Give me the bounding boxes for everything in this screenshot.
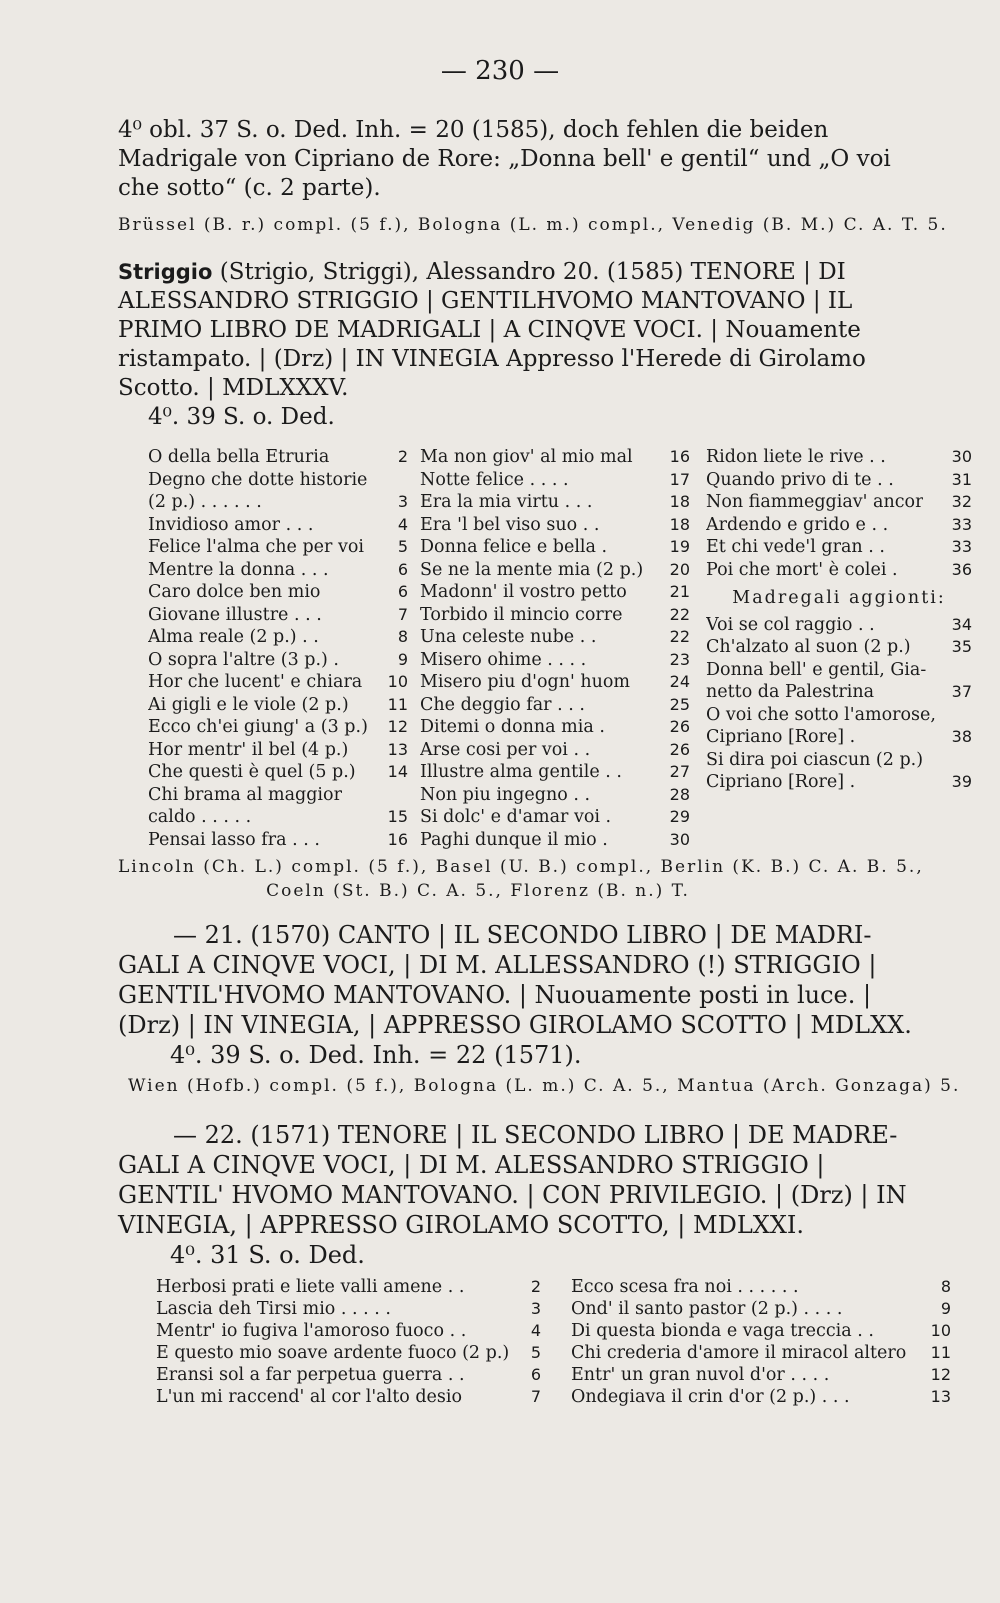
contents-row xyxy=(148,784,408,807)
madrigal-title: Non fiammeggiav' ancor xyxy=(706,492,924,512)
madrigal-title: Madonn' il vostro petto xyxy=(420,582,627,602)
madrigal-title: Di questa bionda e vaga treccia . . xyxy=(571,1321,874,1341)
madrigal-title: Notte felice . . . . xyxy=(420,469,569,490)
madrigal-title: L'un mi raccend' al cor l'alto desio xyxy=(156,1387,462,1407)
contents-row xyxy=(148,761,408,784)
library-holdings-1: Lincoln (Ch. L.) compl. (5 f.), Basel (U. B.) compl., Berlin (K. B.) C. A. B. 5., xyxy=(118,857,924,877)
contents-row xyxy=(156,1364,541,1386)
madrigal-title: O sopra l'altre (3 p.) . xyxy=(148,649,339,670)
contents-row xyxy=(148,581,408,604)
madrigal-title: Pensai lasso fra . . . xyxy=(148,829,320,850)
page-ref: 4 xyxy=(530,1321,541,1340)
contents-row xyxy=(706,446,972,469)
contents-row xyxy=(571,1320,951,1342)
page-ref: 10 xyxy=(387,672,408,691)
text-line: — 21. (1570) CANTO | IL SECONDO LIBRO | DE MADRI- xyxy=(173,921,872,949)
madrigal-title: Ch'alzato al suon (2 p.) xyxy=(706,637,911,657)
madrigal-title: Ondegiava il crin d'or (2 p.) . . . xyxy=(571,1387,850,1407)
madrigal-title: Ditemi o donna mia . xyxy=(420,717,605,737)
page-ref: 3 xyxy=(397,492,408,511)
contents-row xyxy=(706,749,972,772)
contents-row xyxy=(420,559,690,582)
contents-row xyxy=(571,1364,951,1386)
page-ref xyxy=(404,469,408,492)
contents-row xyxy=(148,694,408,717)
contents-row xyxy=(148,469,408,492)
entry-20-continuation xyxy=(118,116,968,203)
contents-row xyxy=(148,716,408,739)
madrigal-title: Si dira poi ciascun (2 p.) xyxy=(706,749,924,770)
page-ref: 9 xyxy=(397,649,408,669)
page-ref: 2 xyxy=(397,447,408,466)
madrigal-title: Ai gigli e le viole (2 p.) xyxy=(148,694,349,715)
contents-row xyxy=(148,446,408,469)
library-holdings: Wien (Hofb.) compl. (5 f.), Bologna (L. m.) C. A. 5., Mantua (Arch. Gonzaga) 5. xyxy=(128,1076,961,1096)
contents-row xyxy=(706,559,972,582)
madrigal-title: Giovane illustre . . . xyxy=(148,604,322,625)
page-ref: 32 xyxy=(951,492,972,511)
contents-row xyxy=(420,716,690,739)
text-line: 4⁰. 31 S. o. Ded. xyxy=(170,1241,365,1269)
page-ref: 12 xyxy=(387,717,408,736)
contents-row xyxy=(148,559,408,582)
contents-row xyxy=(148,671,408,694)
madrigal-title: Ma non giov' al mio mal xyxy=(420,447,633,467)
contents-column-1 xyxy=(148,446,408,851)
contents-row xyxy=(148,649,408,672)
page-ref: 4 xyxy=(397,514,408,534)
page-ref: 11 xyxy=(930,1343,951,1362)
contents-row xyxy=(706,469,972,492)
page-ref xyxy=(968,659,972,682)
contents-row xyxy=(420,491,690,514)
page-ref: 30 xyxy=(669,829,690,849)
page-ref: 38 xyxy=(951,727,972,746)
contents-row xyxy=(706,659,972,682)
page-ref: 12 xyxy=(930,1365,951,1384)
madrigal-title: Hor che lucent' e chiara xyxy=(148,672,363,692)
page-ref: 16 xyxy=(387,829,408,849)
madrigal-title: Eransi sol a far perpetua guerra . . xyxy=(156,1365,465,1385)
madrigal-title: Caro dolce ben mio xyxy=(148,582,321,602)
library-holdings: Brüssel (B. r.) compl. (5 f.), Bologna (L. m.) compl., Venedig (B. M.) C. A. T. 5. xyxy=(118,215,948,235)
madrigal-title: Che deggio far . . . xyxy=(420,694,585,715)
madrigal-title: Misero piu d'ogn' huom xyxy=(420,672,631,692)
contents-row xyxy=(706,681,972,704)
page-ref: 35 xyxy=(951,637,972,656)
contents-row xyxy=(148,829,408,852)
page-ref: 33 xyxy=(951,537,972,556)
page-ref: 28 xyxy=(669,784,690,804)
contents-row xyxy=(156,1386,541,1408)
text-line: che sotto“ (c. 2 parte). xyxy=(118,175,381,201)
madrigal-title: Arse cosi per voi . . xyxy=(420,739,591,760)
text-line: VINEGIA, | APPRESSO GIROLAMO SCOTTO, | MDLXXI. xyxy=(118,1211,805,1239)
contents-row xyxy=(706,514,972,537)
page-ref: 14 xyxy=(387,762,408,781)
contents-row xyxy=(420,446,690,469)
page-ref: 15 xyxy=(387,807,408,826)
text-line: GALI A CINQVE VOCI, | DI M. ALLESSANDRO (!) STRIGGIO | xyxy=(118,951,877,979)
text-line: 4⁰. 39 S. o. Ded. Inh. = 22 (1571). xyxy=(170,1041,582,1069)
madrigal-title: Mentre la donna . . . xyxy=(148,559,329,580)
contents-row xyxy=(420,514,690,537)
contents-row xyxy=(420,649,690,672)
madrigal-title: O voi che sotto l'amorose, xyxy=(706,704,936,725)
contents-column-2 xyxy=(571,1276,951,1408)
library-holdings-2: Coeln (St. B.) C. A. 5., Florenz (B. n.) T. xyxy=(266,881,690,901)
page-ref: 6 xyxy=(397,582,408,601)
contents-row xyxy=(148,626,408,649)
entry-21 xyxy=(118,920,968,1070)
madrigal-title: Cipriano [Rore] . xyxy=(706,727,856,747)
madrigal-title: Mentr' io fugiva l'amoroso fuoco . . xyxy=(156,1321,467,1341)
contents-row xyxy=(148,739,408,762)
page-ref: 33 xyxy=(951,514,972,534)
madrigal-title: Si dolc' e d'amar voi . xyxy=(420,807,612,827)
contents-row xyxy=(156,1320,541,1342)
page-ref: 8 xyxy=(940,1277,951,1296)
madrigal-title: Lascia deh Tirsi mio . . . . . xyxy=(156,1299,391,1319)
page-ref: 21 xyxy=(669,582,690,601)
page-ref: 30 xyxy=(951,447,972,466)
text-line: Scotto. | MDLXXXV. xyxy=(118,375,349,401)
page-ref: 27 xyxy=(669,762,690,781)
madrigal-title: Hor mentr' il bel (4 p.) xyxy=(148,739,349,760)
page-ref: 3 xyxy=(530,1299,541,1318)
page-ref xyxy=(968,749,972,772)
text-line xyxy=(118,258,968,287)
madrigal-title: Illustre alma gentile . . xyxy=(420,762,622,782)
madrigal-title: (2 p.) . . . . . . xyxy=(148,492,262,512)
madrigal-title: Torbido il mincio corre xyxy=(420,604,623,625)
entry-22 xyxy=(118,1120,968,1270)
contents-column-2 xyxy=(420,446,690,851)
contents-row xyxy=(706,614,972,637)
contents-row xyxy=(706,491,972,514)
page-ref: 24 xyxy=(669,672,690,691)
contents-row xyxy=(420,671,690,694)
text-line: ristampato. | (Drz) | IN VINEGIA Appresso l'Herede di Girolamo xyxy=(118,346,866,372)
page-ref: 6 xyxy=(397,559,408,579)
contents-row xyxy=(420,581,690,604)
contents-row xyxy=(420,829,690,852)
page-ref: 16 xyxy=(669,447,690,466)
page-ref: 25 xyxy=(669,694,690,714)
madrigal-title: Voi se col raggio . . xyxy=(706,614,875,635)
madrigal-title: Se ne la mente mia (2 p.) xyxy=(420,559,644,580)
madrigal-title: Entr' un gran nuvol d'or . . . . xyxy=(571,1365,830,1385)
madrigal-title: Ond' il santo pastor (2 p.) . . . . xyxy=(571,1299,843,1319)
contents-row xyxy=(156,1342,541,1364)
contents-column-3-top xyxy=(706,446,972,581)
page-ref: 39 xyxy=(951,772,972,791)
contents-row xyxy=(156,1276,541,1298)
page-ref xyxy=(968,704,972,727)
composer-name: Striggio xyxy=(118,260,213,284)
madrigal-title: Donna felice e bella . xyxy=(420,537,608,557)
text-line: (Drz) | IN VINEGIA, | APPRESSO GIROLAMO SCOTTO | MDLXX. xyxy=(118,1011,912,1039)
madrigal-title: Felice l'alma che per voi xyxy=(148,537,364,557)
madrigal-title: Ridon liete le rive . . xyxy=(706,447,886,467)
page-ref: 17 xyxy=(669,469,690,489)
madrigal-title: Una celeste nube . . xyxy=(420,627,597,647)
madrigal-title: Misero ohime . . . . xyxy=(420,649,587,670)
page-ref: 26 xyxy=(669,717,690,736)
page-ref: 29 xyxy=(669,807,690,826)
page-ref: 20 xyxy=(669,559,690,579)
contents-row xyxy=(148,806,408,829)
contents-column-1 xyxy=(156,1276,541,1408)
contents-row xyxy=(706,536,972,559)
madrigal-title: netto da Palestrina xyxy=(706,682,875,702)
text-line: GENTIL' HVOMO MANTOVANO. | CON PRIVILEGIO. | (Drz) | IN xyxy=(118,1181,907,1209)
contents-row xyxy=(420,626,690,649)
contents-row xyxy=(706,726,972,749)
page-ref: 36 xyxy=(951,559,972,579)
page-ref: 6 xyxy=(530,1365,541,1384)
contents-row xyxy=(571,1298,951,1320)
madrigal-title: Invidioso amor . . . xyxy=(148,514,314,535)
entry-20-striggio xyxy=(118,258,968,432)
madrigal-title: Alma reale (2 p.) . . xyxy=(148,627,319,647)
madrigal-title: O della bella Etruria xyxy=(148,447,330,467)
page-ref: 5 xyxy=(397,537,408,556)
page-ref: 13 xyxy=(930,1387,951,1406)
contents-column-3 xyxy=(706,446,972,851)
contents-row xyxy=(420,536,690,559)
page-ref: 2 xyxy=(530,1277,541,1296)
contents-row xyxy=(420,739,690,762)
text-line: ALESSANDRO STRIGGIO | GENTILHVOMO MANTOVANO | IL xyxy=(118,288,853,314)
contents-row xyxy=(148,536,408,559)
text-line: Madrigale von Cipriano de Rore: „Donna bell' e gentil“ und „O voi xyxy=(118,146,891,172)
contents-row xyxy=(571,1386,951,1408)
contents-row xyxy=(571,1342,951,1364)
page-ref: 22 xyxy=(669,604,690,624)
contents-row xyxy=(706,704,972,727)
contents-row xyxy=(156,1298,541,1320)
page-ref: 7 xyxy=(530,1387,541,1406)
page-ref: 23 xyxy=(669,649,690,669)
page-ref: 18 xyxy=(669,492,690,511)
madrigal-title: Chi brama al maggior xyxy=(148,784,342,805)
madrigal-title: Ardendo e grido e . . xyxy=(706,514,889,535)
page-ref: 9 xyxy=(940,1299,951,1318)
page-ref: 31 xyxy=(951,469,972,489)
page-ref: 8 xyxy=(397,627,408,646)
madrigal-title: Chi crederia d'amore il miracol altero xyxy=(571,1343,907,1363)
text-line: PRIMO LIBRO DE MADRIGALI | A CINQVE VOCI. | Nouamente xyxy=(118,317,861,343)
page-ref xyxy=(404,784,408,807)
contents-row xyxy=(420,604,690,627)
text-line-rest: (Strigio, Striggi), Alessandro 20. (1585) TENORE | DI xyxy=(212,259,846,285)
madrigal-title: Herbosi prati e liete valli amene . . xyxy=(156,1277,465,1297)
contents-row xyxy=(420,761,690,784)
contents-row xyxy=(420,784,690,807)
madrigal-title: Et chi vede'l gran . . xyxy=(706,537,885,557)
contents-row xyxy=(148,491,408,514)
contents-row xyxy=(420,694,690,717)
madrigal-title: Ecco scesa fra noi . . . . . . xyxy=(571,1277,799,1297)
page-ref: 7 xyxy=(397,604,408,624)
page-ref: 37 xyxy=(951,682,972,701)
contents-row xyxy=(420,806,690,829)
text-line: GALI A CINQVE VOCI, | DI M. ALESSANDRO STRIGGIO | xyxy=(118,1151,825,1179)
page-ref: 26 xyxy=(669,739,690,759)
text-line: GENTIL'HVOMO MANTOVANO. | Nuouamente posti in luce. | xyxy=(118,981,872,1009)
madrigal-title: Quando privo di te . . xyxy=(706,469,894,490)
page-number: — 230 — xyxy=(440,56,560,86)
madrigal-title: Paghi dunque il mio . xyxy=(420,829,608,850)
madrigal-title: E questo mio soave ardente fuoco (2 p.) xyxy=(156,1343,510,1363)
madrigal-title: Era la mia virtu . . . xyxy=(420,492,593,512)
madrigal-title: caldo . . . . . xyxy=(148,807,252,827)
page-ref: 10 xyxy=(930,1321,951,1340)
contents-column-3-bottom xyxy=(706,614,972,794)
madrigal-title: Era 'l bel viso suo . . xyxy=(420,514,600,535)
madrigal-title: Donna bell' e gentil, Gia- xyxy=(706,659,927,680)
page-ref: 18 xyxy=(669,514,690,534)
madrigal-title: Cipriano [Rore] . xyxy=(706,772,856,792)
contents-row xyxy=(148,514,408,537)
contents-entry-20 xyxy=(148,446,972,851)
contents-row xyxy=(148,604,408,627)
contents-row xyxy=(571,1276,951,1298)
page-ref: 22 xyxy=(669,627,690,646)
contents-row xyxy=(706,636,972,659)
text-line: — 22. (1571) TENORE | IL SECONDO LIBRO | DE MADRE- xyxy=(173,1121,898,1149)
text-line: 4⁰. 39 S. o. Ded. xyxy=(148,404,335,430)
added-madrigals-header: Madregali aggionti: xyxy=(732,588,946,608)
contents-entry-22 xyxy=(156,1276,951,1408)
madrigal-title: Poi che mort' è colei . xyxy=(706,559,898,580)
madrigal-title: Ecco ch'ei giung' a (3 p.) xyxy=(148,717,368,737)
page-ref: 13 xyxy=(387,739,408,759)
madrigal-title: Che questi è quel (5 p.) xyxy=(148,762,356,782)
contents-row xyxy=(420,469,690,492)
madrigal-title: Degno che dotte historie xyxy=(148,469,368,490)
page-ref: 19 xyxy=(669,537,690,556)
contents-row xyxy=(706,771,972,794)
page-ref: 34 xyxy=(951,614,972,634)
text-line: 4⁰ obl. 37 S. o. Ded. Inh. = 20 (1585), doch fehlen die beiden xyxy=(118,117,829,143)
page-ref: 5 xyxy=(530,1343,541,1362)
madrigal-title: Non piu ingegno . . xyxy=(420,784,591,805)
page-ref: 11 xyxy=(387,694,408,714)
